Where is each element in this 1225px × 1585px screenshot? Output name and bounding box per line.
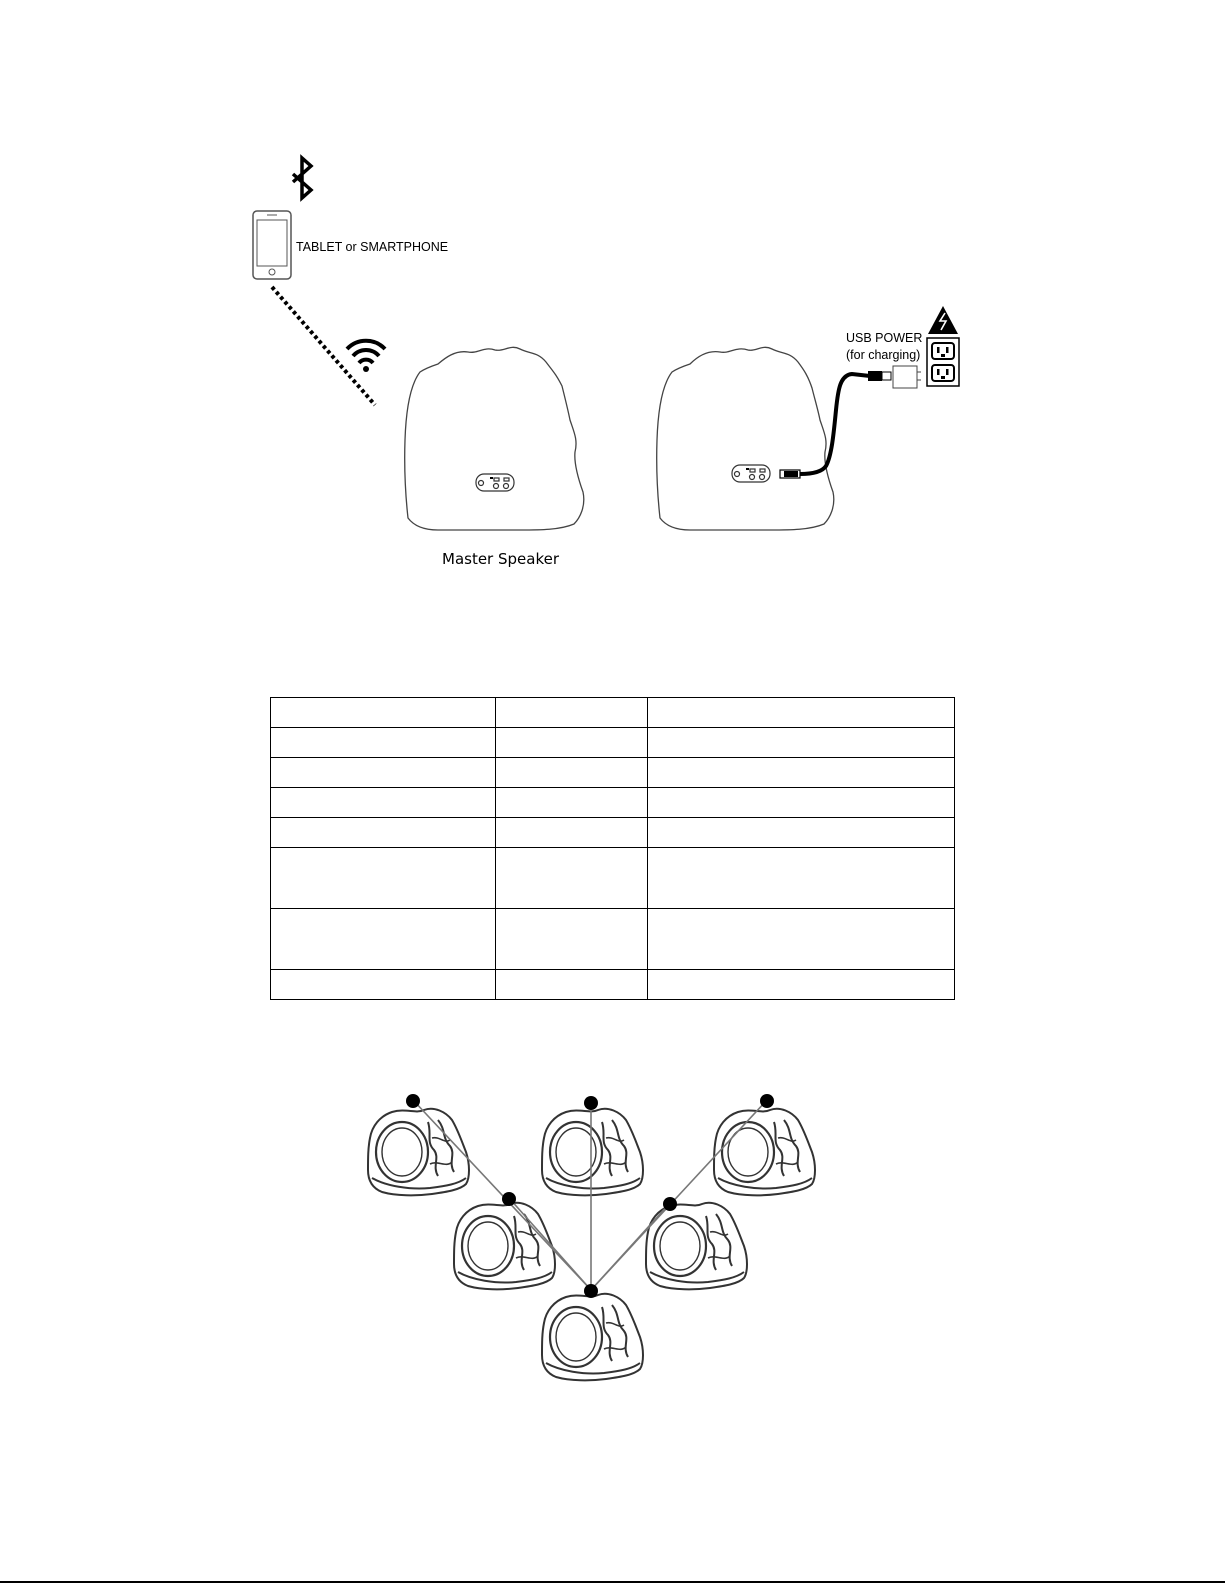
spec-table-cell	[495, 970, 648, 1000]
spec-table-cell	[271, 909, 496, 970]
node-dot	[584, 1096, 598, 1110]
page-bottom-rule	[0, 1581, 1225, 1583]
master-speaker-label: Master Speaker	[442, 550, 560, 568]
smartphone-icon	[253, 211, 291, 279]
spec-table-row	[271, 758, 955, 788]
device-label: TABLET or SMARTPHONE	[296, 240, 449, 254]
link-line	[509, 1198, 591, 1290]
network-speaker-top-center	[542, 1109, 643, 1196]
network-speaker-top-right	[714, 1109, 815, 1196]
setup-diagram	[0, 0, 1225, 600]
spec-table-cell	[271, 818, 496, 848]
spec-table-cell	[495, 818, 648, 848]
network-speaker-mid-left	[454, 1203, 555, 1290]
spec-table-cell	[495, 848, 648, 909]
spec-table-cell	[648, 818, 955, 848]
network-nodes	[406, 1094, 774, 1298]
network-speaker-top-left	[368, 1109, 469, 1196]
spec-table-row	[271, 788, 955, 818]
spec-table-cell	[495, 909, 648, 970]
spec-table-cell	[271, 698, 496, 728]
node-dot	[502, 1192, 516, 1206]
spec-table-cell	[495, 758, 648, 788]
node-dot	[663, 1197, 677, 1211]
node-dot	[760, 1094, 774, 1108]
spec-table-cell	[648, 698, 955, 728]
node-dot	[584, 1284, 598, 1298]
spec-table-cell	[495, 698, 648, 728]
spec-table-row	[271, 909, 955, 970]
link-line	[413, 1100, 591, 1290]
wireless-link-line	[272, 287, 375, 405]
usb-power-label: USB POWER	[846, 331, 923, 345]
link-line	[591, 1203, 670, 1290]
spec-table	[270, 697, 955, 1000]
for-charging-label: (for charging)	[846, 348, 921, 362]
spec-table-cell	[648, 909, 955, 970]
spec-table-body	[271, 698, 955, 1000]
spec-table-cell	[495, 788, 648, 818]
spec-table-cell	[271, 728, 496, 758]
master-speaker	[405, 347, 584, 530]
spec-table-cell	[271, 758, 496, 788]
spec-table-row	[271, 698, 955, 728]
node-dot	[406, 1094, 420, 1108]
usb-adapter-icon	[893, 366, 921, 388]
network-links	[413, 1100, 767, 1290]
high-voltage-warning-icon	[928, 306, 958, 334]
spec-table-cell	[495, 728, 648, 758]
spec-table-cell	[271, 788, 496, 818]
bluetooth-icon	[293, 158, 311, 198]
spec-table-row	[271, 970, 955, 1000]
spec-table-cell	[648, 728, 955, 758]
spec-table-cell	[271, 848, 496, 909]
spec-table-cell	[648, 788, 955, 818]
spec-table-cell	[271, 970, 496, 1000]
link-line	[591, 1100, 767, 1290]
spec-table-row	[271, 728, 955, 758]
spec-table-cell	[648, 970, 955, 1000]
spec-table-cell	[648, 848, 955, 909]
network-speaker-mid-right	[646, 1203, 747, 1290]
secondary-speaker	[657, 347, 834, 530]
network-speaker-bottom-master	[542, 1294, 643, 1381]
spec-table-row	[271, 818, 955, 848]
wall-outlet-icon	[927, 338, 959, 386]
wifi-icon	[347, 341, 385, 372]
spec-table-cell	[648, 758, 955, 788]
spec-table-row	[271, 848, 955, 909]
